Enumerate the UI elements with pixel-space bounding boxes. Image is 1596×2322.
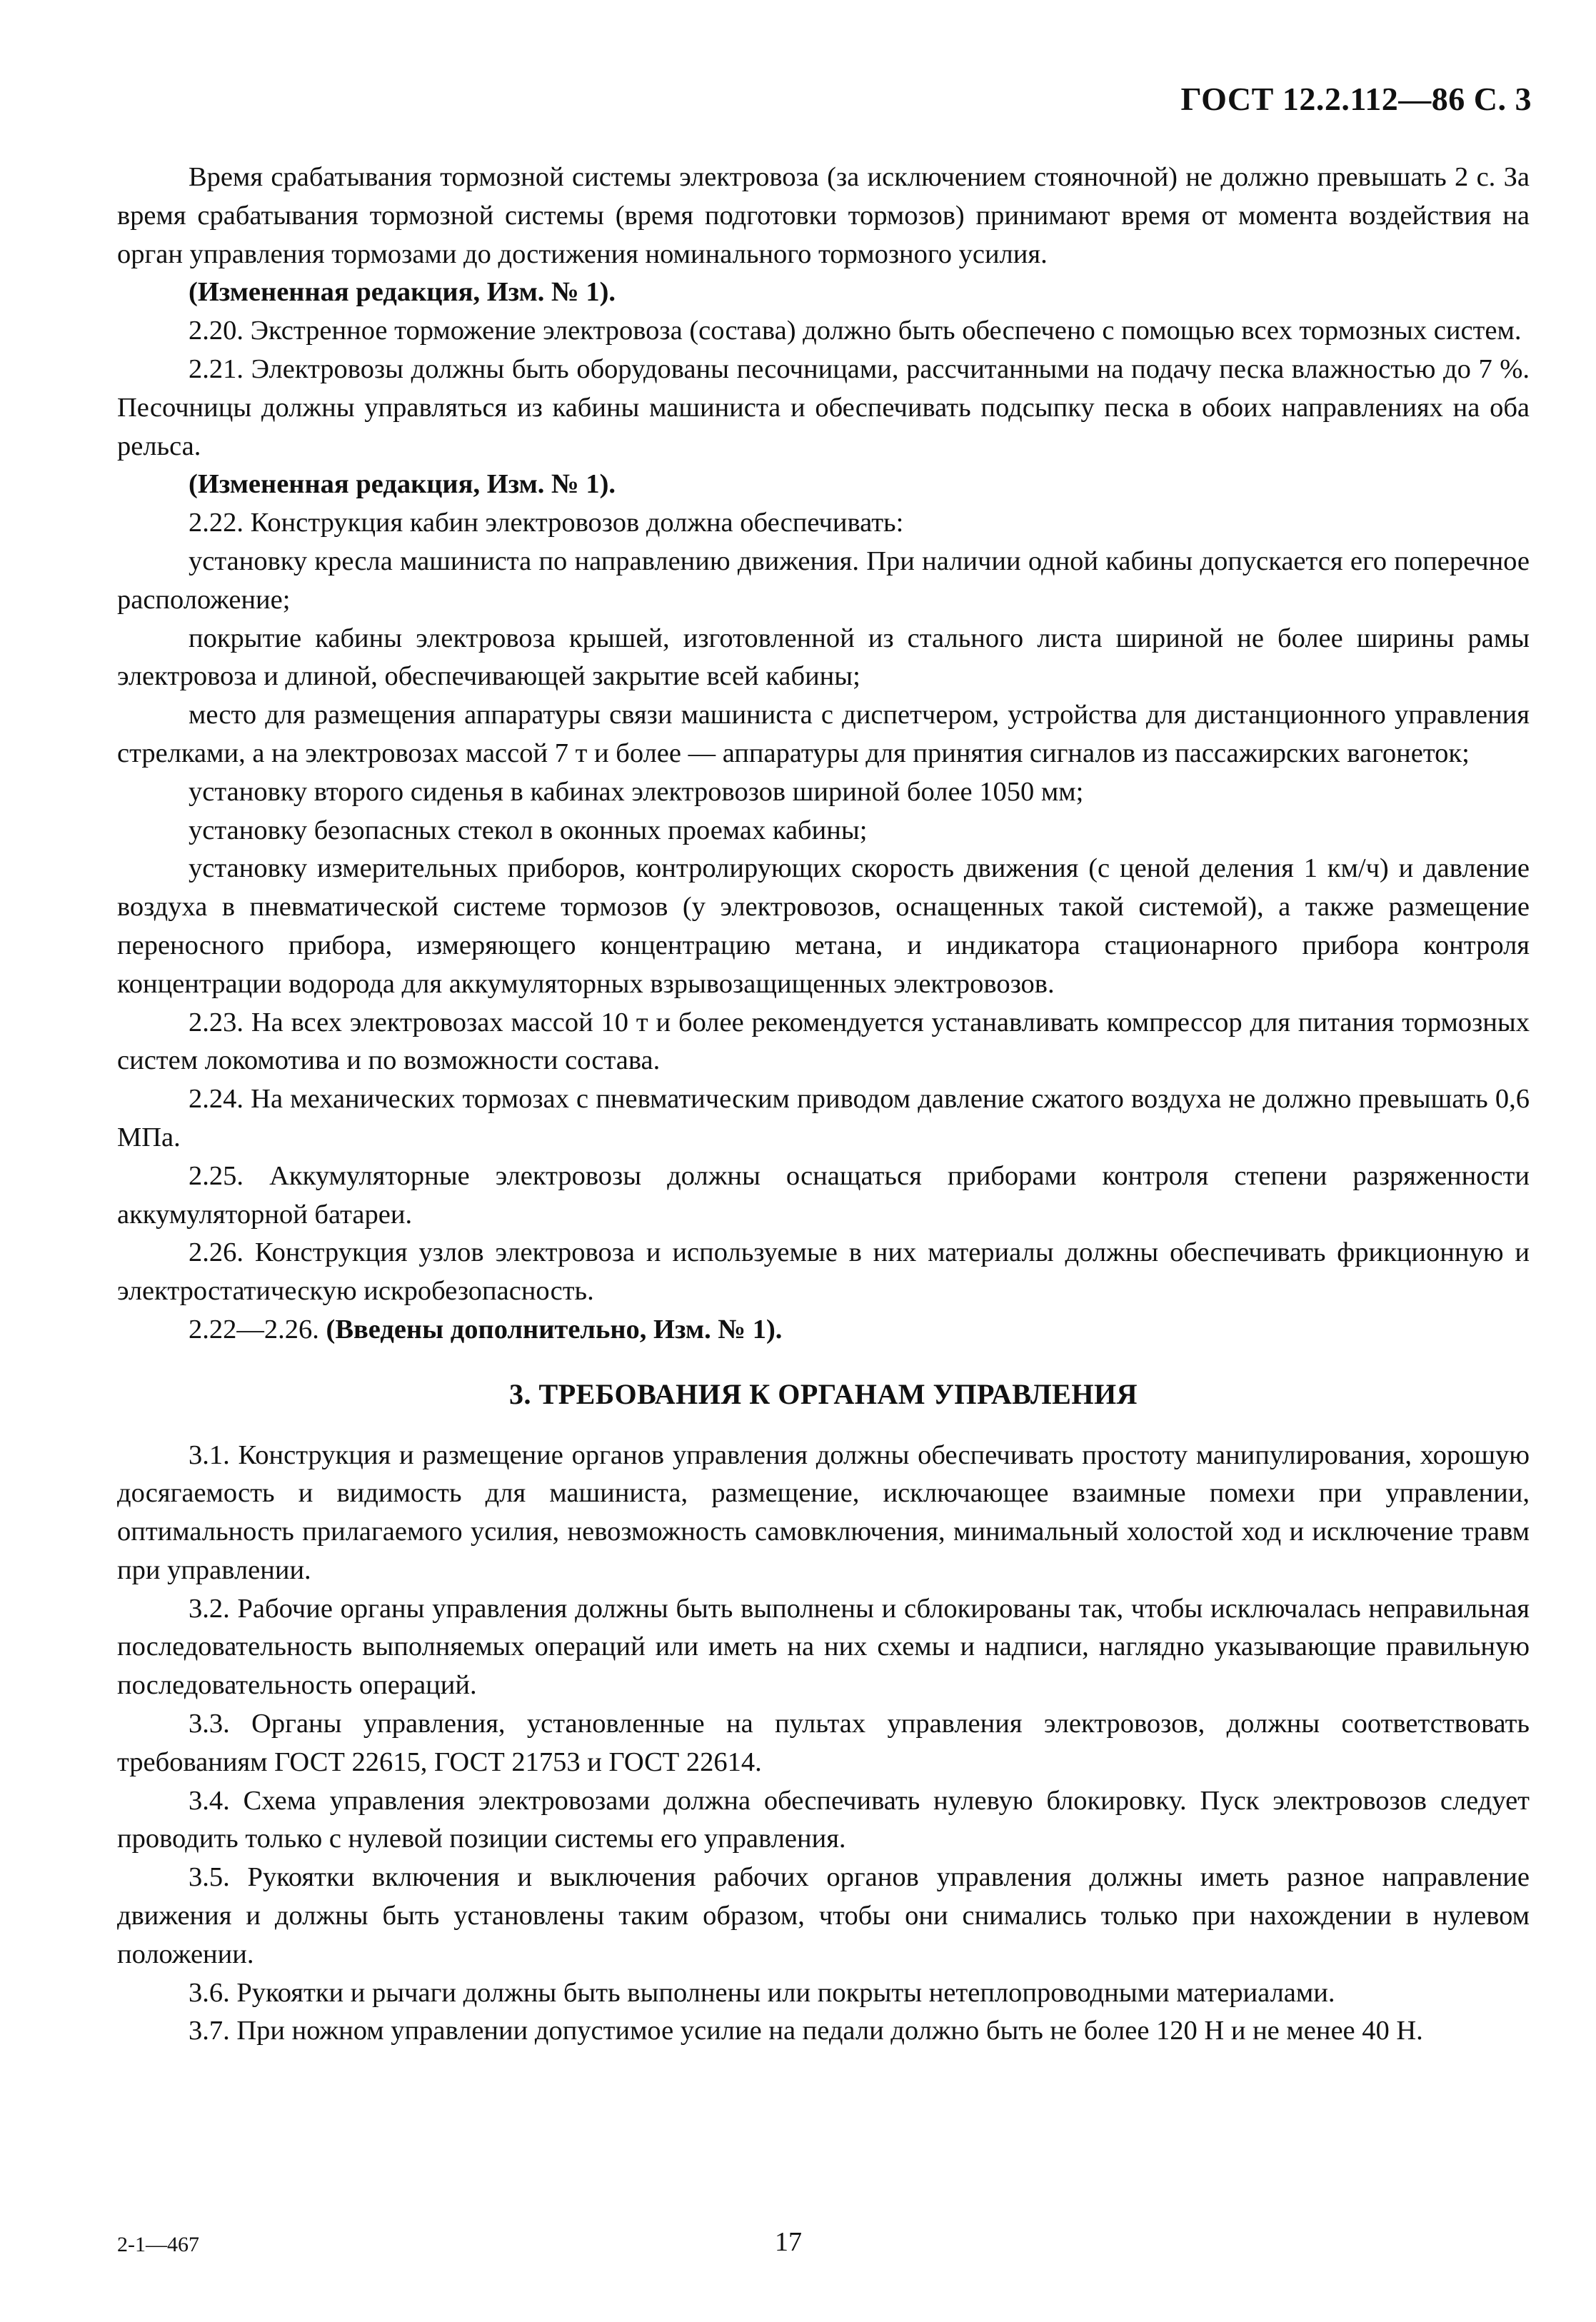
- page-number: 17: [775, 2227, 802, 2257]
- list-paragraph: установку второго сиденья в кабинах электровозов шириной более 1050 мм;: [189, 776, 1084, 807]
- list-paragraph: установку кресла машиниста по направлению движения. При наличии одной кабины допускается его поперечное расположение;: [117, 546, 1530, 615]
- amendment-note: (Измененная редакция, Изм. № 1).: [189, 469, 616, 500]
- paragraph: 2.23. На всех электровозах массой 10 т и более рекомендуется устанавливать компрессор для питания тормозных систем локомотива и по возможности состава.: [117, 1007, 1530, 1076]
- section-paragraph: 3.4. Схема управления электровозами должна обеспечивать нулевую блокировку. Пуск электровозов следует проводить только с нулевой позиции системы его управления.: [117, 1785, 1530, 1854]
- section-paragraph: 3.1. Конструкция и размещение органов управления должны обеспечивать простоту манипулирования, хорошую досягаемость и видимость для машиниста, размещение, исключающее взаимные помехи при управлении, оптимальность прилагаемого усилия, невозможность самовключения, минимальный холостой ход и исключение травм при управлении.: [117, 1439, 1530, 1585]
- list-paragraph: место для размещения аппаратуры связи машиниста с диспетчером, устройства для дистанционного управления стрелками, а на электровозах массой 7 т и более — аппаратуры для принятия сигналов из пассажирских вагонеток;: [117, 700, 1530, 768]
- paragraph: 2.25. Аккумуляторные электровозы должны оснащаться приборами контроля степени разряженности аккумуляторной батареи.: [117, 1160, 1530, 1230]
- footer-code: 2-1—467: [117, 2233, 199, 2256]
- page-header: ГОСТ 12.2.112—86 С. 3: [1180, 81, 1532, 117]
- paragraph: 2.24. На механических тормозах с пневматическим приводом давление сжатого воздуха не должно превышать 0,6 МПа.: [117, 1084, 1530, 1152]
- paragraph: 2.22. Конструкция кабин электровозов должна обеспечивать:: [189, 508, 904, 538]
- list-paragraph: установку измерительных приборов, контролирующих скорость движения (с ценой деления 1 км/ч) и давление воздуха в пневматической системе тормозов (у электровозов, оснащенных такой системой), а также размещение переносного прибора, измеряющего концентрацию метана, и индикатора стационарного прибора контроля концентрации водорода для аккумуляторных взрывозащищенных электровозов.: [117, 853, 1530, 999]
- list-paragraph: установку безопасных стекол в оконных проемах кабины;: [189, 815, 868, 845]
- paragraph: 2.21. Электровозы должны быть оборудованы песочницами, рассчитанными на подачу песка влажностью до 7 %. Песочницы должны управляться из кабины машиниста и обеспечивать подсыпку песка в обоих направлениях на оба рельса.: [117, 353, 1530, 461]
- section-paragraph: 3.6. Рукоятки и рычаги должны быть выполнены или покрыты нетеплопроводными материалами.: [189, 1977, 1335, 2008]
- paragraph: 2.20. Экстренное торможение электровоза (состава) должно быть обеспечено с помощью всех тормозных систем.: [189, 316, 1522, 346]
- section-paragraph: 3.3. Органы управления, установленные на пультах управления электровозов, должны соответствовать требованиям ГОСТ 22615, ГОСТ 21753 и ГОСТ 22614.: [117, 1709, 1530, 1777]
- amendment-line: [117, 1311, 1530, 1350]
- paragraph: 2.26. Конструкция узлов электровоза и используемые в них материалы должны обеспечивать фрикционную и электростатическую искробезопасность.: [117, 1237, 1530, 1307]
- section-paragraph: 3.7. При ножном управлении допустимое усилие на педали должно быть не более 120 Н и не менее 40 Н.: [189, 2016, 1423, 2046]
- amendment-note: (Введены дополнительно, Изм. № 1).: [326, 1314, 783, 1345]
- amendment-note: (Измененная редакция, Изм. № 1).: [189, 277, 616, 308]
- paragraph: Время срабатывания тормозной системы электровоза (за исключением стояночной) не должно превышать 2 с. За время срабатывания тормозной системы (время подготовки тормозов) принимают время от момента воздействия на орган управления тормозами до достижения номинального тормозного усилия.: [117, 162, 1530, 269]
- section-title: 3. ТРЕБОВАНИЯ К ОРГАНАМ УПРАВЛЕНИЯ: [509, 1377, 1138, 1410]
- amendment-range: 2.22—2.26.: [189, 1314, 326, 1345]
- section-paragraph: 3.2. Рабочие органы управления должны быть выполнены и сблокированы так, чтобы исключалась неправильная последовательность выполняемых операций или иметь на них схемы и надписи, наглядно указывающие правильную последовательность операций.: [117, 1593, 1530, 1701]
- body-text: [117, 159, 1530, 2051]
- section-paragraph: 3.5. Рукоятки включения и выключения рабочих органов управления должны иметь разное направление движения и должны быть установлены таким образом, чтобы они снимались только при нахождении в нулевом положении.: [117, 1862, 1530, 1969]
- list-paragraph: покрытие кабины электровоза крышей, изготовленной из стального листа шириной не более ширины рамы электровоза и длиной, обеспечивающей закрытие всей кабины;: [117, 623, 1530, 692]
